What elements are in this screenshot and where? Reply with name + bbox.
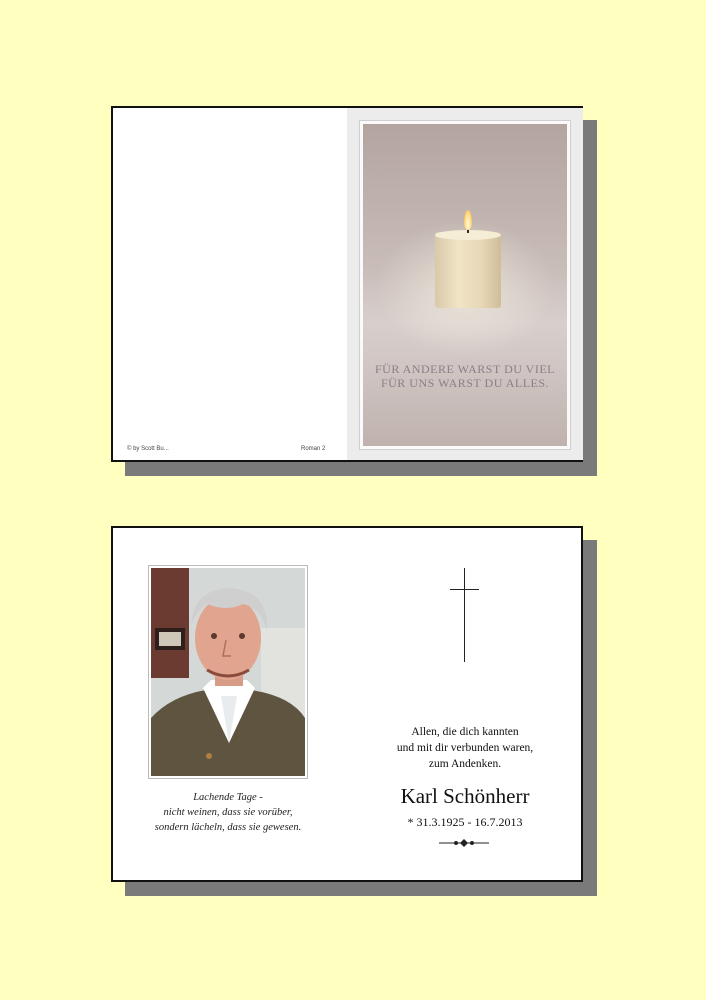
portrait-frame xyxy=(148,565,308,779)
caption-line-1: FÜR ANDERE WARST DU VIEL xyxy=(374,362,556,376)
ornament-divider-icon xyxy=(439,839,489,847)
caption-line-2: FÜR UNS WARST DU ALLES. xyxy=(380,376,550,390)
candle-photo-panel xyxy=(347,108,583,460)
card-model-label: Roman 2 xyxy=(301,446,326,452)
cross-icon-bar xyxy=(450,589,479,590)
candle-icon xyxy=(435,232,501,308)
dedication-line-2: und mit dir verbunden waren, xyxy=(396,742,534,754)
candle-image xyxy=(363,124,567,446)
memorial-poem xyxy=(113,790,343,835)
poem-line-1: Lachende Tage - xyxy=(193,792,263,803)
deceased-name: Karl Schönherr xyxy=(400,784,530,808)
portrait-illustration xyxy=(151,568,305,776)
front-card xyxy=(111,106,583,462)
portrait-photo xyxy=(151,568,305,776)
poem-line-3: sondern lächeln, dass sie gewesen. xyxy=(154,822,302,833)
candle-photo-frame xyxy=(359,120,571,450)
poem-line-2: nicht weinen, dass sie vorüber, xyxy=(163,807,293,818)
life-dates: * 31.3.1925 - 16.7.2013 xyxy=(407,815,523,829)
copyright-note: © by Scott Bu... xyxy=(127,446,169,452)
dedication-text xyxy=(349,724,581,772)
cross-icon xyxy=(464,568,465,662)
dedication-line-3: zum Andenken. xyxy=(428,758,502,770)
flame-icon xyxy=(464,210,472,230)
inner-card xyxy=(111,526,583,882)
candle-caption xyxy=(363,362,567,390)
dedication-line-1: Allen, die dich kannten xyxy=(411,726,519,738)
